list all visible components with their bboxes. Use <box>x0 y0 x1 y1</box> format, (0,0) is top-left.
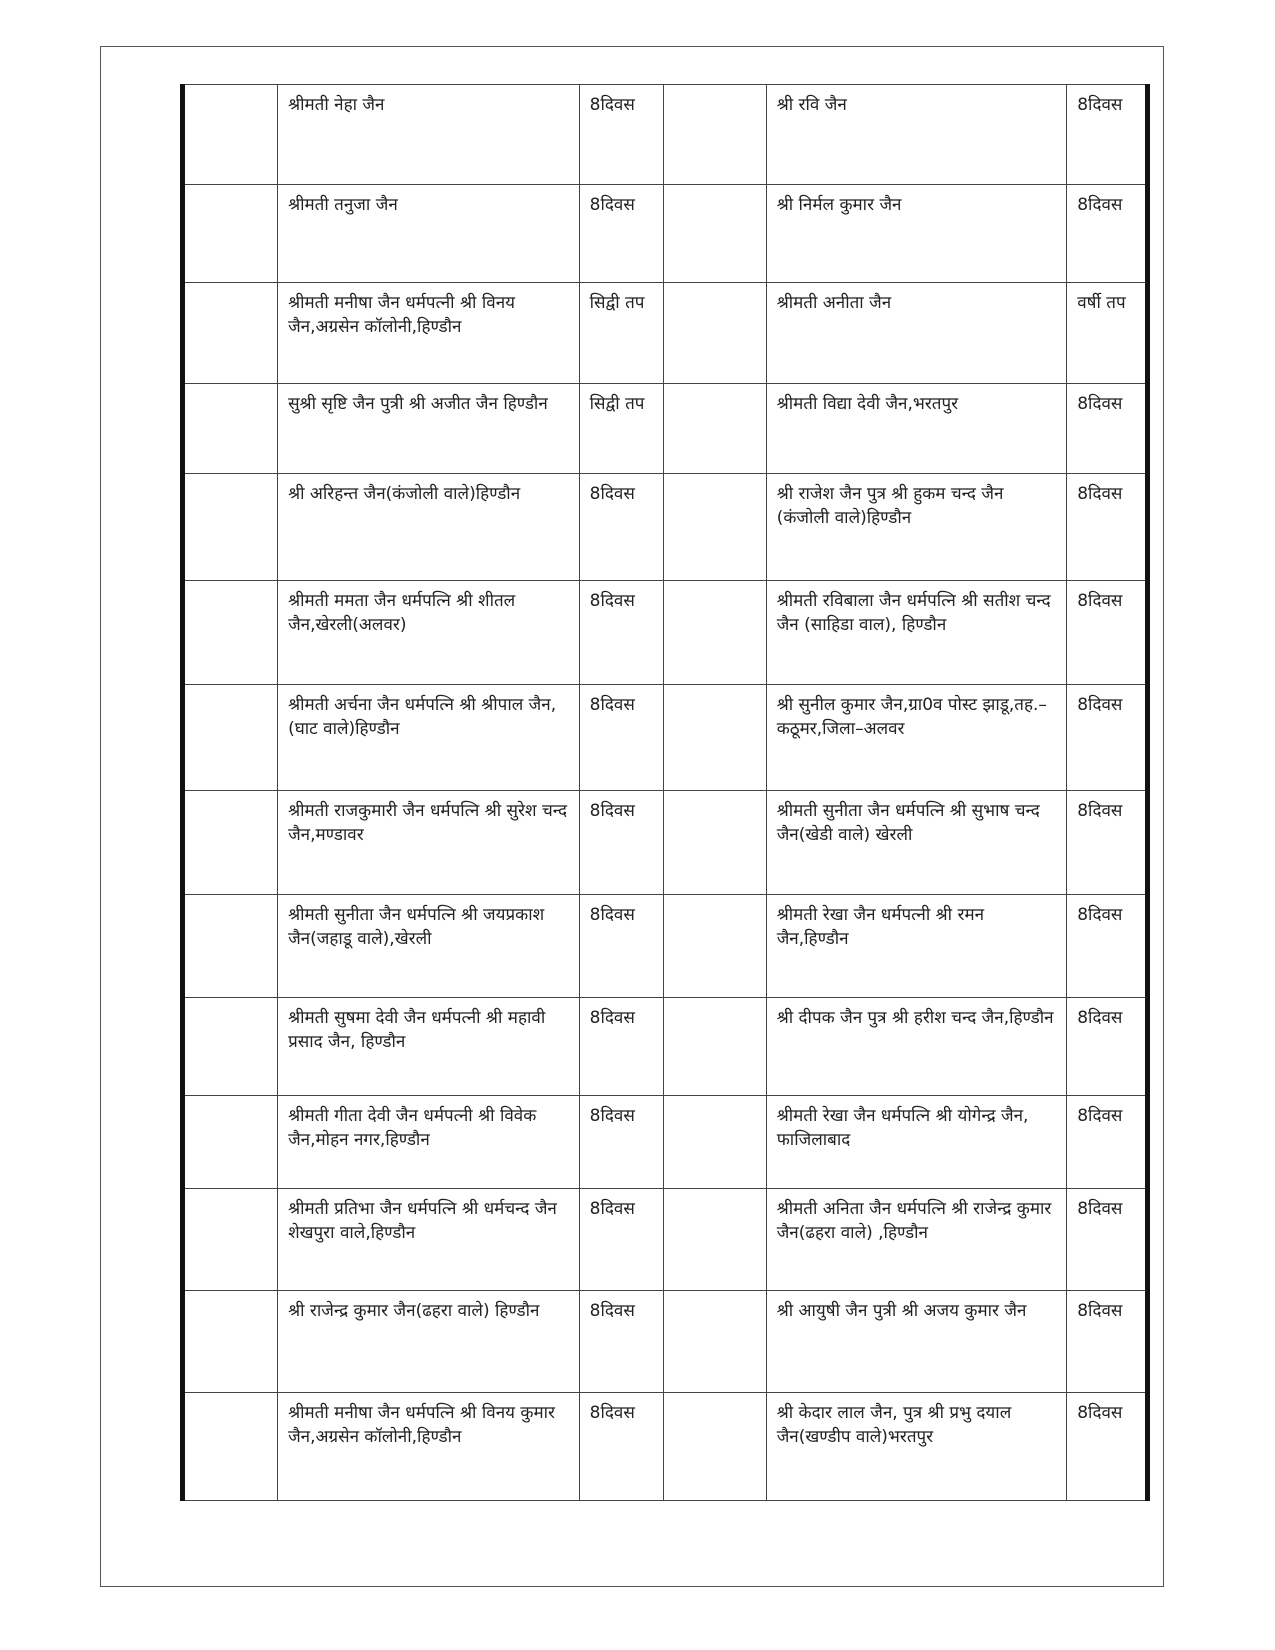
tapasya-duration: 8दिवस <box>579 1393 664 1501</box>
tapasya-duration: 8दिवस <box>579 1189 664 1291</box>
right-photo-cell <box>664 1096 766 1189</box>
tapasya-duration: 8दिवस <box>1067 581 1148 685</box>
tapasya-duration: 8दिवस <box>579 998 664 1096</box>
tapasya-duration: 8दिवस <box>579 185 664 283</box>
tapasya-duration: 8दिवस <box>1067 85 1148 185</box>
participant-name: श्रीमती सुनीता जैन धर्मपत्नि श्री जयप्रकाश जैन(जहाडू वाले),खेरली <box>278 895 580 998</box>
participant-name: श्रीमती ममता जैन धर्मपत्नि श्री शीतल जैन,खेरली(अलवर) <box>278 581 580 685</box>
tapasya-duration: 8दिवस <box>1067 685 1148 791</box>
left-photo-cell <box>183 85 278 185</box>
tapasya-duration: 8दिवस <box>1067 895 1148 998</box>
table-row <box>183 1189 1148 1291</box>
left-photo-cell <box>183 474 278 581</box>
participant-name: श्रीमती अर्चना जैन धर्मपत्नि श्री श्रीपाल जैन,(घाट वाले)हिण्डौन <box>278 685 580 791</box>
left-photo-cell <box>183 384 278 474</box>
left-photo-cell <box>183 283 278 384</box>
table-row <box>183 1393 1148 1501</box>
tapasya-duration: 8दिवस <box>579 581 664 685</box>
tapasya-duration: 8दिवस <box>579 685 664 791</box>
tapasya-duration: 8दिवस <box>579 791 664 895</box>
table-row <box>183 791 1148 895</box>
participant-name: श्रीमती अनिता जैन धर्मपत्नि श्री राजेन्द्र कुमार जैन(ढहरा वाले) ,हिण्डौन <box>766 1189 1067 1291</box>
right-photo-cell <box>664 384 766 474</box>
participant-name: सुश्री सृष्टि जैन पुत्री श्री अजीत जैन हिण्डौन <box>278 384 580 474</box>
tapasya-duration: 8दिवस <box>579 1096 664 1189</box>
participant-name: श्री दीपक जैन पुत्र श्री हरीश चन्द जैन,हिण्डौन <box>766 998 1067 1096</box>
tapasya-duration: 8दिवस <box>1067 384 1148 474</box>
tapasya-duration: 8दिवस <box>579 474 664 581</box>
tapasya-duration: 8दिवस <box>1067 791 1148 895</box>
table-row <box>183 384 1148 474</box>
participant-name: श्री सुनील कुमार जैन,ग्रा0व पोस्ट झाडू,तह.–कठूमर,जिला–अलवर <box>766 685 1067 791</box>
participant-name: श्रीमती अनीता जैन <box>766 283 1067 384</box>
participant-name: श्री आयुषी जैन पुत्री श्री अजय कुमार जैन <box>766 1291 1067 1393</box>
participant-name: श्रीमती सुनीता जैन धर्मपत्नि श्री सुभाष चन्द जैन(खेडी वाले) खेरली <box>766 791 1067 895</box>
left-photo-cell <box>183 1393 278 1501</box>
tapasya-duration: 8दिवस <box>579 1291 664 1393</box>
participant-name: श्री रवि जैन <box>766 85 1067 185</box>
tapasya-duration: 8दिवस <box>1067 1096 1148 1189</box>
participant-name: श्रीमती मनीषा जैन धर्मपत्नी श्री विनय जैन,अग्रसेन कॉलोनी,हिण्डौन <box>278 283 580 384</box>
participant-name: श्रीमती रेखा जैन धर्मपत्नी श्री रमन जैन,हिण्डौन <box>766 895 1067 998</box>
right-photo-cell <box>664 998 766 1096</box>
right-photo-cell <box>664 1393 766 1501</box>
tapasya-duration: 8दिवस <box>1067 474 1148 581</box>
participant-name: श्री अरिहन्त जैन(कंजोली वाले)हिण्डौन <box>278 474 580 581</box>
right-photo-cell <box>664 581 766 685</box>
tapasya-duration: 8दिवस <box>579 85 664 185</box>
tapasya-duration: सिद्वी तप <box>579 384 664 474</box>
participant-name: श्रीमती नेहा जैन <box>278 85 580 185</box>
left-photo-cell <box>183 895 278 998</box>
left-photo-cell <box>183 1096 278 1189</box>
right-photo-cell <box>664 185 766 283</box>
tapasya-duration: 8दिवस <box>1067 185 1148 283</box>
right-photo-cell <box>664 685 766 791</box>
tapasya-duration: 8दिवस <box>1067 1189 1148 1291</box>
participant-table <box>180 84 1150 1501</box>
table-row <box>183 895 1148 998</box>
participant-name: श्रीमती रेखा जैन धर्मपत्नि श्री योगेन्द्र जैन, फाजिलाबाद <box>766 1096 1067 1189</box>
participant-name: श्री राजेश जैन पुत्र श्री हुकम चन्द जैन (कंजोली वाले)हिण्डौन <box>766 474 1067 581</box>
tapasya-duration: 8दिवस <box>1067 1291 1148 1393</box>
table-row <box>183 85 1148 185</box>
left-photo-cell <box>183 791 278 895</box>
table-row <box>183 1096 1148 1189</box>
table-row <box>183 998 1148 1096</box>
left-photo-cell <box>183 685 278 791</box>
participant-name: श्रीमती गीता देवी जैन धर्मपत्नी श्री विवेक जैन,मोहन नगर,हिण्डौन <box>278 1096 580 1189</box>
tapasya-duration: 8दिवस <box>1067 1393 1148 1501</box>
tapasya-duration: वर्षी तप <box>1067 283 1148 384</box>
right-photo-cell <box>664 1189 766 1291</box>
left-photo-cell <box>183 998 278 1096</box>
right-photo-cell <box>664 791 766 895</box>
table-row <box>183 581 1148 685</box>
tapasya-duration: सिद्वी तप <box>579 283 664 384</box>
right-photo-cell <box>664 1291 766 1393</box>
tapasya-duration: 8दिवस <box>579 895 664 998</box>
participant-name: श्री केदार लाल जैन, पुत्र श्री प्रभु दयाल जैन(खण्डीप वाले)भरतपुर <box>766 1393 1067 1501</box>
table-row <box>183 685 1148 791</box>
left-photo-cell <box>183 581 278 685</box>
left-photo-cell <box>183 185 278 283</box>
participant-name: श्री राजेन्द्र कुमार जैन(ढहरा वाले) हिण्डौन <box>278 1291 580 1393</box>
left-photo-cell <box>183 1291 278 1393</box>
participant-name: श्रीमती रविबाला जैन धर्मपत्नि श्री सतीश चन्द जैन (साहिडा वाल), हिण्डौन <box>766 581 1067 685</box>
right-photo-cell <box>664 85 766 185</box>
participant-name: श्रीमती राजकुमारी जैन धर्मपत्नि श्री सुरेश चन्द जैन,मण्डावर <box>278 791 580 895</box>
table-row <box>183 185 1148 283</box>
participant-name: श्रीमती तनुजा जैन <box>278 185 580 283</box>
table-row <box>183 1291 1148 1393</box>
table-row <box>183 283 1148 384</box>
participant-name: श्रीमती विद्या देवी जैन,भरतपुर <box>766 384 1067 474</box>
participant-table-body <box>183 85 1148 1501</box>
left-photo-cell <box>183 1189 278 1291</box>
participant-name: श्रीमती प्रतिभा जैन धर्मपत्नि श्री धर्मचन्द जैन शेखपुरा वाले,हिण्डौन <box>278 1189 580 1291</box>
participant-name: श्री निर्मल कुमार जैन <box>766 185 1067 283</box>
participant-name: श्रीमती सुषमा देवी जैन धर्मपत्नी श्री महावी प्रसाद जैन, हिण्डौन <box>278 998 580 1096</box>
right-photo-cell <box>664 474 766 581</box>
tapasya-duration: 8दिवस <box>1067 998 1148 1096</box>
right-photo-cell <box>664 895 766 998</box>
right-photo-cell <box>664 283 766 384</box>
participant-name: श्रीमती मनीषा जैन धर्मपत्नि श्री विनय कुमार जैन,अग्रसेन कॉलोनी,हिण्डौन <box>278 1393 580 1501</box>
table-row <box>183 474 1148 581</box>
